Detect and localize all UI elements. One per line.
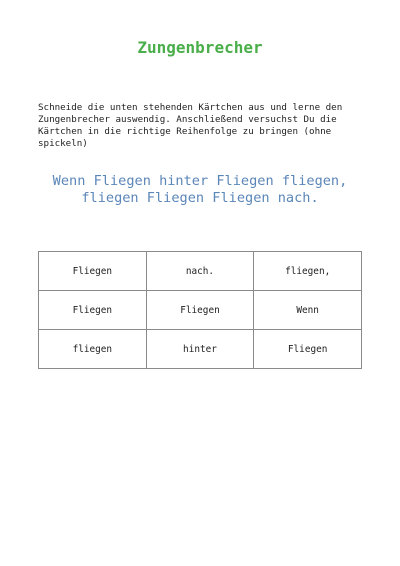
word-card: Fliegen bbox=[39, 252, 147, 291]
word-card: fliegen bbox=[39, 330, 147, 369]
word-card: Fliegen bbox=[39, 291, 147, 330]
tongue-twister-line-1: Wenn Fliegen hinter Fliegen fliegen, bbox=[52, 173, 348, 189]
page-title: Zungenbrecher bbox=[137, 38, 263, 57]
table-row bbox=[39, 252, 362, 291]
table-row bbox=[39, 330, 362, 369]
word-card: hinter bbox=[146, 330, 254, 369]
word-card: Fliegen bbox=[146, 291, 254, 330]
tongue-twister bbox=[0, 173, 400, 207]
word-card: nach. bbox=[146, 252, 254, 291]
word-card: Wenn bbox=[254, 291, 362, 330]
word-card: fliegen, bbox=[254, 252, 362, 291]
instructions-text: Schneide die unten stehenden Kärtchen aus und lerne den Zungenbrecher auswendig. Anschließend versuchst Du die Kärtchen in die richtige Reihenfolge zu bringen (ohne spickeln) bbox=[38, 102, 343, 149]
tongue-twister-line-2: fliegen Fliegen Fliegen nach. bbox=[81, 190, 319, 206]
word-card: Fliegen bbox=[254, 330, 362, 369]
table-row bbox=[39, 291, 362, 330]
word-cards-table bbox=[38, 251, 362, 369]
